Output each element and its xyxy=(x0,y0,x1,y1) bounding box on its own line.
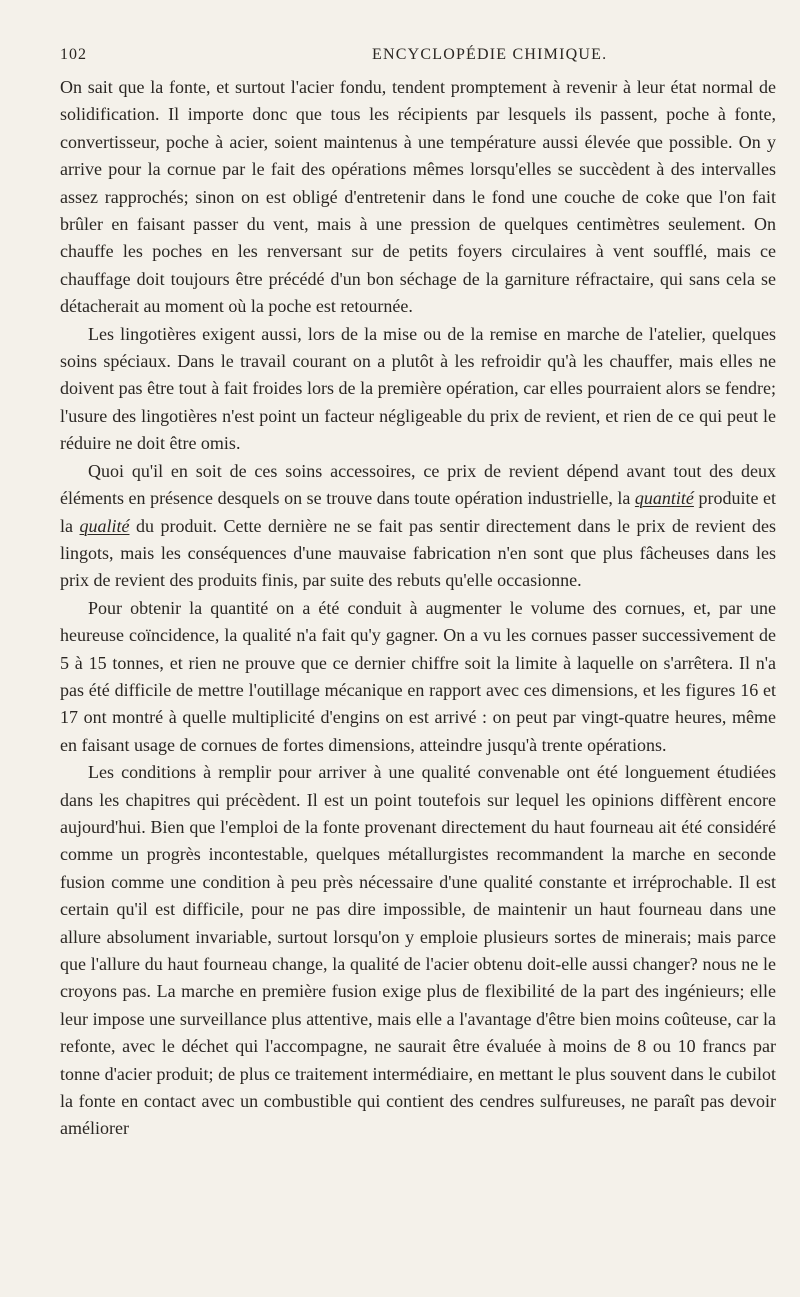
paragraph-3-text-c: du produit. Cette dernière ne se fait pas sentir directement dans le prix de revient des lingots, mais les conséquences d'une mauvaise fabrication n'en sont que plus fâcheuses dans les prix de revient des produits finis, par suite des rebuts qu'elle occasionne. xyxy=(60,515,776,591)
body-text xyxy=(60,74,776,1143)
paragraph-3-text-b: produite et la xyxy=(60,488,776,536)
page-number: 102 xyxy=(60,46,87,63)
emphasis-quantite: quantité xyxy=(634,488,694,509)
emphasis-qualite: qualité xyxy=(79,515,130,536)
paragraph-3 xyxy=(60,458,776,595)
page-header xyxy=(60,0,776,74)
paragraph-1: On sait que la fonte, et surtout l'acier fondu, tendent promptement à revenir à leur état normal de solidification. Il importe donc que tous les récipients par lesquels ils passent, poche à fonte, convertisseur, poche à acier, soient maintenus à une température aussi élevée que possible. On y arrive pour la cornue par le fait des opérations mêmes lorsqu'elles se succèdent à des intervalles assez rapprochés; sinon on est obligé d'entretenir dans le fond une couche de coke que l'on fait brûler en faisant passer du vent, mais à une pression de quelques centimètres seulement. On chauffe les poches en les renversant sur de petits foyers circulaires à vent soufflé, mais ce chauffage doit toujours être précédé d'un bon séchage de la garniture réfractaire, qui sans cela se détacherait au moment où la poche est retournée. xyxy=(60,77,776,317)
running-title: ENCYCLOPÉDIE CHIMIQUE. xyxy=(372,46,608,63)
paragraph-5: Les conditions à remplir pour arriver à une qualité convenable ont été longuement étudiées dans les chapitres qui précèdent. Il est un point toutefois sur lequel les opinions diffèrent encore aujourd'hui. Bien que l'emploi de la fonte provenant directement du haut fourneau ait été considéré comme un progrès incontestable, quelques métallurgistes recommandent la marche en seconde fusion comme une condition à peu près nécessaire d'une qualité constante et irréprochable. Il est certain qu'il est difficile, pour ne pas dire impossible, de maintenir un haut fourneau dans une allure absolument invariable, surtout lorsqu'on y emploie plusieurs sortes de minerais; mais parce que l'allure du haut fourneau change, la qualité de l'acier obtenu doit-elle aussi changer? nous ne le croyons pas. La marche en première fusion exige plus de flexibilité de la part des ingénieurs; elle leur impose une surveillance plus attentive, mais elle a l'avantage d'être bien moins coûteuse, car la refonte, avec le déchet qui l'accompagne, ne saurait être évaluée à moins de 8 ou 10 francs par tonne d'acier produit; de plus ce traitement intermédiaire, en mettant le plus souvent dans le cubilot la fonte en contact avec un combustible qui contient des cendres sulfureuses, ne paraît pas devoir améliorer xyxy=(60,762,776,1139)
paragraph-3-text-a: Quoi qu'il en soit de ces soins accessoires, ce prix de revient dépend avant tout des deux éléments en présence desquels on se trouve dans toute opération industrielle, la xyxy=(60,460,776,509)
paragraph-4: Pour obtenir la quantité on a été conduit à augmenter le volume des cornues, et, par une heureuse coïncidence, la qualité n'a fait qu'y gagner. On a vu les cornues passer successivement de 5 à 15 tonnes, et rien ne prouve que ce dernier chiffre soit la limite à laquelle on s'arrêtera. Il n'a pas été difficile de mettre l'outillage mécanique en rapport avec ces dimensions, et les figures 16 et 17 ont montré à quelle multiplicité d'engins on est arrivé : on peut par vingt-quatre heures, même en faisant usage de cornues de fortes dimensions, atteindre jusqu'à trente opérations. xyxy=(60,597,776,755)
paragraph-2: Les lingotières exigent aussi, lors de la mise ou de la remise en marche de l'atelier, quelques soins spéciaux. Dans le travail courant on a plutôt à les refroidir qu'à les chauffer, mais elles ne doivent pas être tout à fait froides lors de la première opération, car elles pourraient alors se fendre; l'usure des lingotières n'est point un facteur négligeable du prix de revient, et rien de ce qui peut le réduire ne doit être omis. xyxy=(60,323,776,454)
